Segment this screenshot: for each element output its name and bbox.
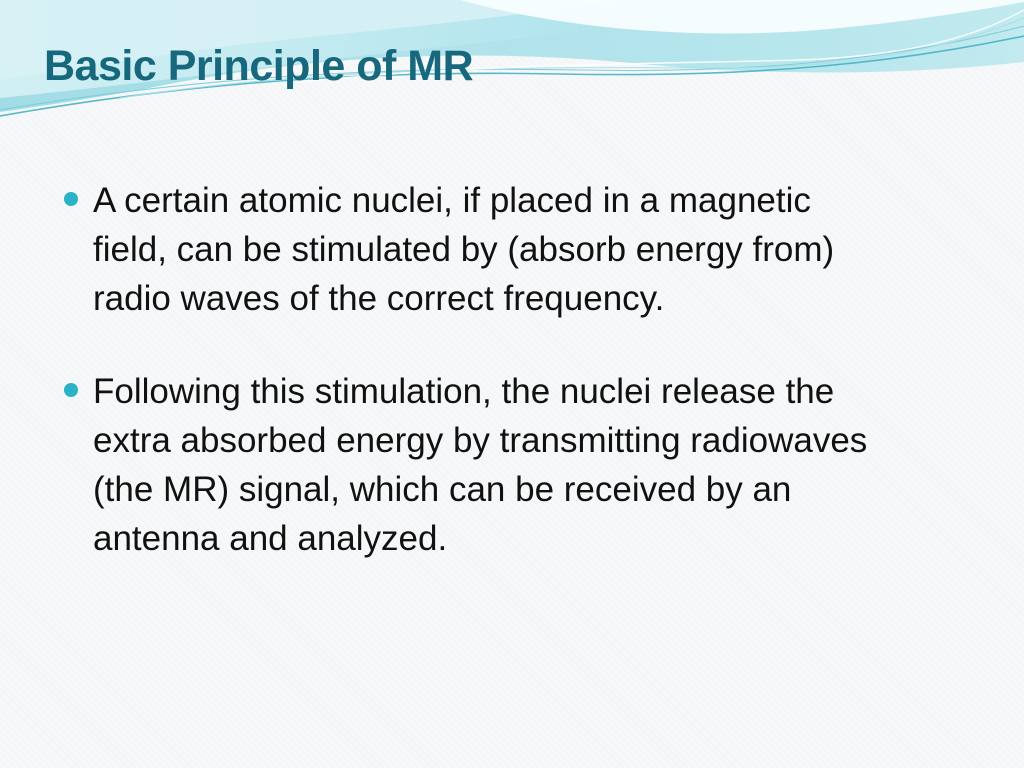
bullet-text: A certain atomic nuclei, if placed in a magnetic field, can be stimulated by (absorb energy from) radio waves of the correct frequency. (93, 181, 835, 318)
bullet-item (62, 367, 872, 563)
slide-title: Basic Principle of MR (44, 42, 474, 90)
bullet-list (62, 176, 872, 607)
bullet-text: Following this stimulation, the nuclei release the extra absorbed energy by transmitting radiowaves (the MR) signal, which can be received by an antenna and analyzed. (93, 372, 868, 558)
bullet-dot-icon (64, 192, 78, 206)
bullet-dot-icon (64, 383, 78, 397)
bullet-item (62, 176, 872, 323)
